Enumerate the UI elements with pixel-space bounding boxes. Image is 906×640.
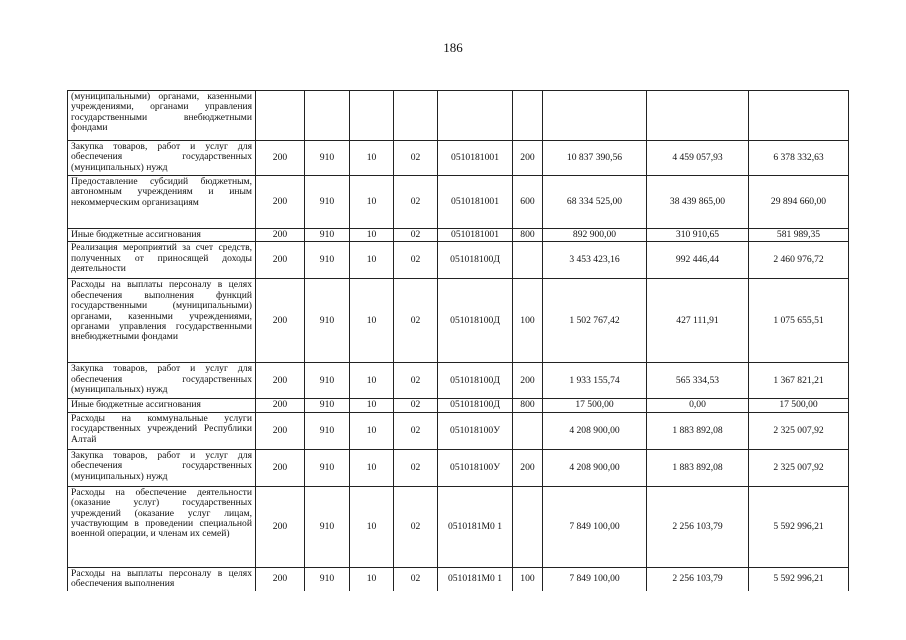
table-row: [68, 567, 849, 591]
row-value-cell: 5 592 996,21: [749, 486, 849, 567]
row-value-cell: 051018100Д: [438, 242, 513, 279]
row-value-cell: 910: [305, 449, 350, 486]
row-value-cell: 910: [305, 486, 350, 567]
row-value-cell: 10: [350, 229, 394, 242]
row-name-cell: Закупка товаров, работ и услуг для обеспечения государственных (муниципальных) нужд: [68, 141, 256, 176]
row-value-cell: 17 500,00: [749, 399, 849, 412]
table-row: [68, 399, 849, 412]
row-value-cell: 29 894 660,00: [749, 176, 849, 229]
row-value-cell: 02: [394, 486, 438, 567]
row-value-cell: 0510181001: [438, 176, 513, 229]
budget-table: [67, 90, 849, 591]
row-value-cell: [543, 91, 647, 141]
row-value-cell: 7 849 100,00: [543, 567, 647, 591]
row-value-cell: 10: [350, 449, 394, 486]
row-value-cell: [350, 91, 394, 141]
row-value-cell: 17 500,00: [543, 399, 647, 412]
row-value-cell: 0,00: [647, 399, 749, 412]
row-value-cell: 5 592 996,21: [749, 567, 849, 591]
row-value-cell: 200: [256, 567, 305, 591]
table-row: [68, 229, 849, 242]
row-value-cell: 910: [305, 141, 350, 176]
row-value-cell: 1 883 892,08: [647, 449, 749, 486]
row-value-cell: 051018100Д: [438, 399, 513, 412]
row-value-cell: [438, 91, 513, 141]
row-value-cell: 427 111,91: [647, 279, 749, 363]
row-value-cell: 3 453 423,16: [543, 242, 647, 279]
row-value-cell: 800: [513, 399, 543, 412]
table-row: [68, 242, 849, 279]
row-value-cell: 200: [256, 279, 305, 363]
row-value-cell: [305, 91, 350, 141]
row-value-cell: 10: [350, 567, 394, 591]
row-name-cell: Расходы на выплаты персоналу в целях обеспечения выполнения функций государственными (муниципальными) органами, казенными учреждениями, органами управления государственными внебюджетными фондами: [68, 279, 256, 363]
page-number: 186: [443, 40, 463, 55]
row-value-cell: 02: [394, 242, 438, 279]
row-value-cell: 10 837 390,56: [543, 141, 647, 176]
row-value-cell: 910: [305, 242, 350, 279]
row-value-cell: 2 256 103,79: [647, 567, 749, 591]
row-name-cell: Предоставление субсидий бюджетным, автономным учреждениям и иным некоммерческим организациям: [68, 176, 256, 229]
row-value-cell: [256, 91, 305, 141]
row-value-cell: [513, 242, 543, 279]
table-body: [68, 91, 849, 592]
row-value-cell: 565 334,53: [647, 363, 749, 399]
row-value-cell: 2 325 007,92: [749, 412, 849, 449]
row-value-cell: 910: [305, 567, 350, 591]
row-value-cell: 4 459 057,93: [647, 141, 749, 176]
row-value-cell: 02: [394, 141, 438, 176]
table-row: [68, 176, 849, 229]
row-value-cell: [513, 91, 543, 141]
table-row: [68, 449, 849, 486]
row-value-cell: 051018100У: [438, 412, 513, 449]
row-value-cell: 10: [350, 242, 394, 279]
row-value-cell: 200: [256, 449, 305, 486]
row-value-cell: 0510181001: [438, 229, 513, 242]
row-value-cell: 10: [350, 412, 394, 449]
row-value-cell: 100: [513, 279, 543, 363]
table-row: [68, 91, 849, 141]
row-value-cell: 051018100Д: [438, 279, 513, 363]
row-value-cell: 200: [256, 486, 305, 567]
row-name-cell: Закупка товаров, работ и услуг для обеспечения государственных (муниципальных) нужд: [68, 363, 256, 399]
row-name-cell: Иные бюджетные ассигнования: [68, 399, 256, 412]
row-name-cell: Реализация мероприятий за счет средств, полученных от приносящей доходы деятельности: [68, 242, 256, 279]
row-value-cell: 1 075 655,51: [749, 279, 849, 363]
row-value-cell: 02: [394, 229, 438, 242]
row-value-cell: 10: [350, 399, 394, 412]
table-row: [68, 412, 849, 449]
row-value-cell: 100: [513, 567, 543, 591]
row-value-cell: 051018100Д: [438, 363, 513, 399]
row-value-cell: 0510181М0 1: [438, 486, 513, 567]
row-value-cell: 10: [350, 486, 394, 567]
row-value-cell: 02: [394, 363, 438, 399]
row-value-cell: [749, 91, 849, 141]
row-value-cell: 200: [256, 176, 305, 229]
row-value-cell: [513, 486, 543, 567]
row-value-cell: 581 989,35: [749, 229, 849, 242]
row-value-cell: 38 439 865,00: [647, 176, 749, 229]
row-value-cell: 02: [394, 279, 438, 363]
row-value-cell: 10: [350, 363, 394, 399]
row-value-cell: 200: [513, 449, 543, 486]
row-value-cell: 2 256 103,79: [647, 486, 749, 567]
row-value-cell: 4 208 900,00: [543, 412, 647, 449]
row-value-cell: 200: [256, 412, 305, 449]
row-value-cell: 02: [394, 412, 438, 449]
row-value-cell: [647, 91, 749, 141]
row-value-cell: 02: [394, 399, 438, 412]
row-value-cell: 800: [513, 229, 543, 242]
row-value-cell: 200: [256, 399, 305, 412]
row-value-cell: 910: [305, 229, 350, 242]
row-value-cell: 02: [394, 567, 438, 591]
row-value-cell: 2 460 976,72: [749, 242, 849, 279]
row-value-cell: 7 849 100,00: [543, 486, 647, 567]
row-value-cell: 200: [256, 363, 305, 399]
row-name-cell: Иные бюджетные ассигнования: [68, 229, 256, 242]
row-value-cell: 910: [305, 399, 350, 412]
table-row: [68, 279, 849, 363]
row-value-cell: 10: [350, 279, 394, 363]
row-value-cell: [513, 412, 543, 449]
table-row: [68, 363, 849, 399]
row-value-cell: 200: [256, 242, 305, 279]
row-value-cell: 68 334 525,00: [543, 176, 647, 229]
row-value-cell: 10: [350, 141, 394, 176]
row-value-cell: [394, 91, 438, 141]
row-value-cell: 2 325 007,92: [749, 449, 849, 486]
row-value-cell: 1 502 767,42: [543, 279, 647, 363]
row-value-cell: 1 367 821,21: [749, 363, 849, 399]
row-value-cell: 910: [305, 176, 350, 229]
row-value-cell: 0510181001: [438, 141, 513, 176]
row-value-cell: 892 900,00: [543, 229, 647, 242]
table-row: [68, 486, 849, 567]
row-value-cell: 02: [394, 176, 438, 229]
row-name-cell: Расходы на обеспечение деятельности (оказание услуг) государственных учреждений (оказание услуг лицам, участвующим в проведении специальной военной операции, и членам их семей): [68, 486, 256, 567]
row-value-cell: 910: [305, 363, 350, 399]
row-value-cell: 200: [256, 141, 305, 176]
row-value-cell: 6 378 332,63: [749, 141, 849, 176]
table-row: [68, 141, 849, 176]
row-value-cell: 1 883 892,08: [647, 412, 749, 449]
row-value-cell: 4 208 900,00: [543, 449, 647, 486]
row-value-cell: 051018100У: [438, 449, 513, 486]
row-name-cell: Расходы на выплаты персоналу в целях обеспечения выполнения: [68, 567, 256, 591]
row-value-cell: 910: [305, 412, 350, 449]
row-value-cell: 0510181М0 1: [438, 567, 513, 591]
row-value-cell: 1 933 155,74: [543, 363, 647, 399]
row-name-cell: Закупка товаров, работ и услуг для обеспечения государственных (муниципальных) нужд: [68, 449, 256, 486]
row-value-cell: 02: [394, 449, 438, 486]
row-value-cell: 200: [256, 229, 305, 242]
row-value-cell: 310 910,65: [647, 229, 749, 242]
row-value-cell: 992 446,44: [647, 242, 749, 279]
row-name-cell: (муниципальными) органами, казенными учреждениями, органами управления государственными внебюджетными фондами: [68, 91, 256, 141]
row-value-cell: 200: [513, 141, 543, 176]
row-value-cell: 910: [305, 279, 350, 363]
row-name-cell: Расходы на коммунальные услуги государственных учреждений Республики Алтай: [68, 412, 256, 449]
row-value-cell: 200: [513, 363, 543, 399]
row-value-cell: 10: [350, 176, 394, 229]
row-value-cell: 600: [513, 176, 543, 229]
